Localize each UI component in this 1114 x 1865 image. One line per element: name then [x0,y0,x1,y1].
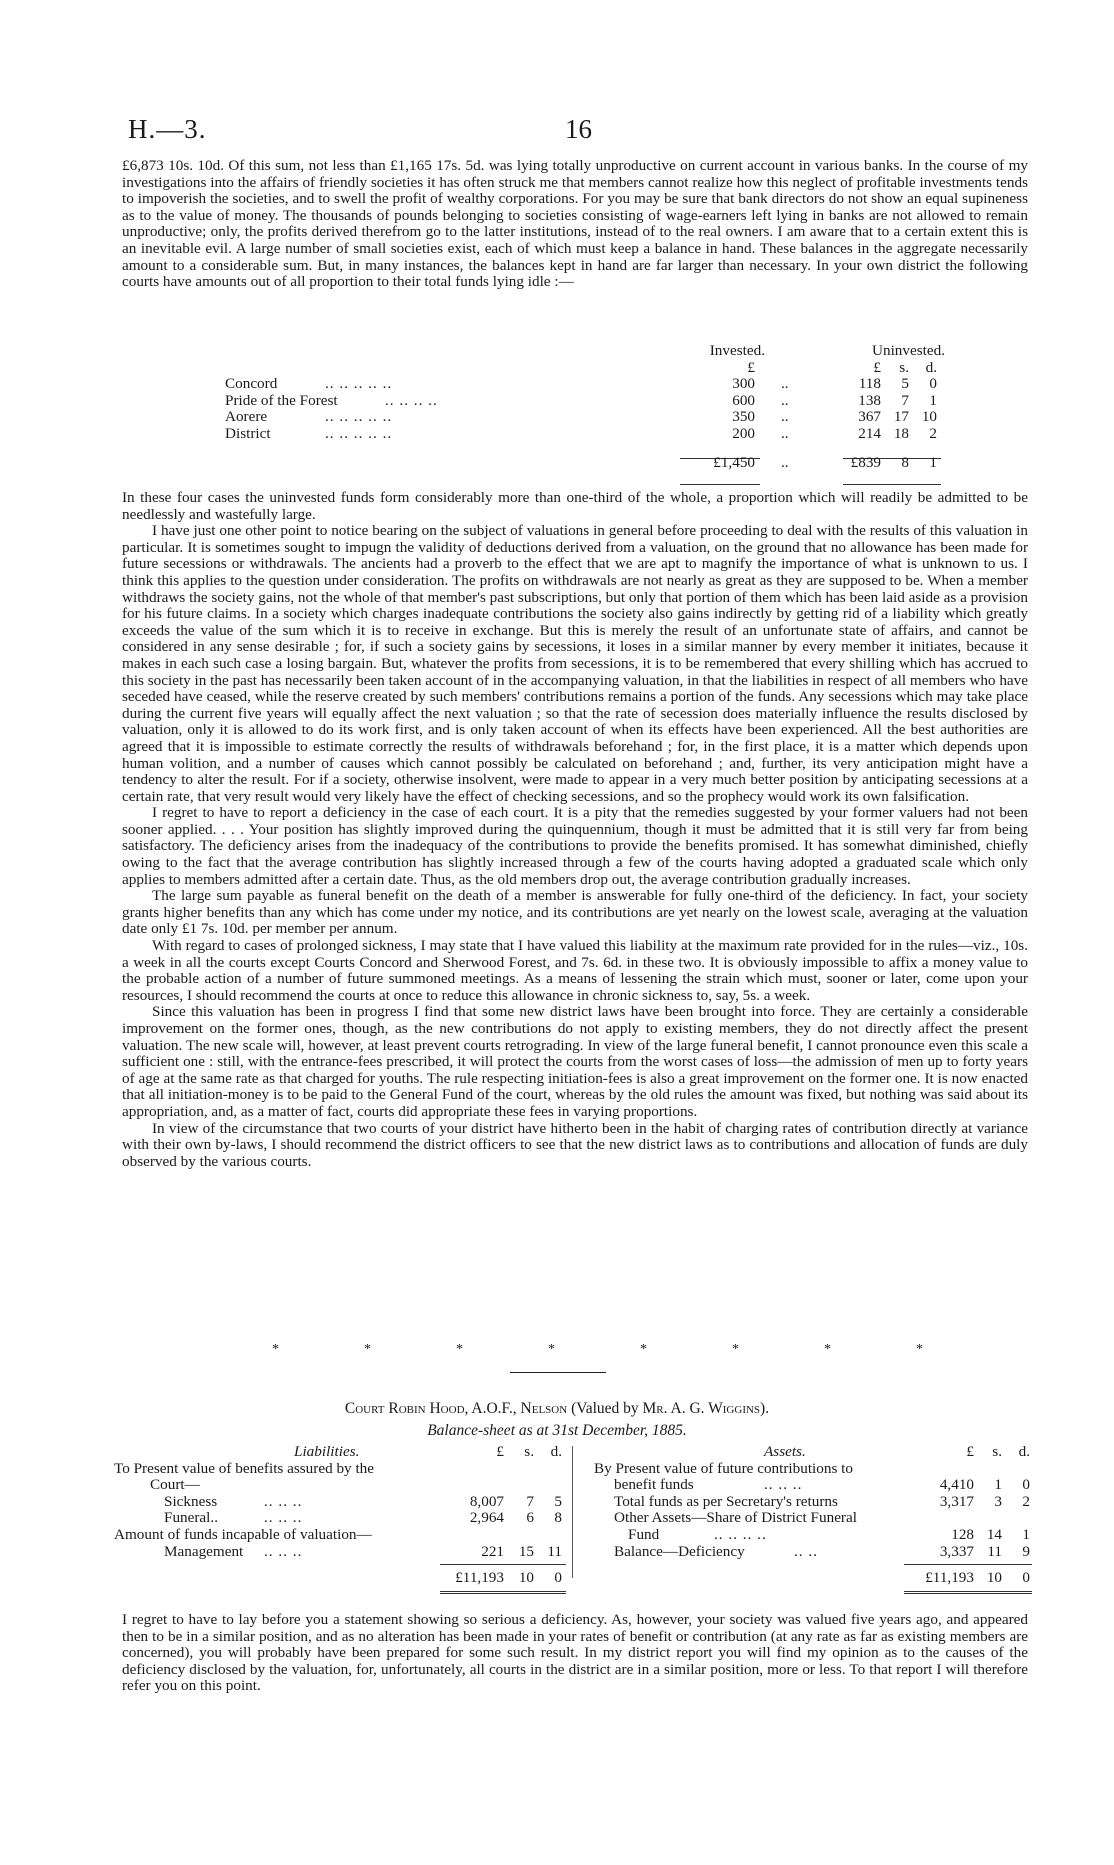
unit-pounds: £ [873,358,881,376]
court-heading-text: (Valued by [567,1400,643,1417]
star: * [640,1342,647,1357]
court-name: Aorere [225,408,268,426]
assets-total-shillings: 10 [986,1568,1002,1586]
asset-label: Fund [628,1525,660,1543]
invested-amount: 600 [732,391,755,409]
court-heading [0,1400,1114,1418]
liability-label: To Present value of benefits assured by the [114,1459,375,1477]
asset-shillings: 14 [986,1525,1002,1543]
liability-pence: 5 [554,1492,562,1510]
liability-label: Court— [150,1476,200,1494]
star: * [456,1342,463,1357]
leaders: .. [781,375,789,393]
leaders: .. .. .. [264,1492,303,1510]
balance-row [114,1494,1034,1511]
invested-amount: 350 [732,408,755,426]
asset-pounds: 128 [951,1525,974,1543]
uninvested-pounds: 367 [858,408,881,426]
section-break-stars [0,1342,1114,1358]
leaders: .. [781,453,789,471]
balance-row [114,1510,1034,1527]
total-uninvested-shillings: 8 [901,453,909,471]
rule [680,484,760,485]
balance-row [114,1461,1034,1478]
balance-row [114,1544,1034,1561]
court-name: Pride of the Forest [225,391,338,409]
table-row [225,376,945,393]
table-row [225,409,945,426]
col-pounds: £ [496,1443,504,1460]
intro-paragraph [122,158,1028,291]
paragraph: In these four cases the uninvested funds form considerably more than one-third of the whole, a proportion which will readily be admitted to be needlessly and wastefully large. [122,489,1028,523]
liability-pounds: 221 [481,1542,504,1560]
liabilities-total-shillings: 10 [518,1568,534,1586]
liabilities-total-pence: 0 [554,1568,562,1586]
balance-sheet-subtitle: Balance-sheet as at 31st December, 1885. [427,1422,687,1439]
liability-shillings: 15 [518,1542,534,1560]
liability-pounds: 2,964 [469,1509,504,1527]
rule [440,1564,566,1565]
asset-pounds: 3,337 [939,1542,974,1560]
court-name: District [225,424,271,442]
invested-amount: 300 [732,375,755,393]
balance-sheet [114,1444,1034,1594]
col-pounds: £ [966,1443,974,1460]
asset-label: Other Assets—Share of District Funeral [614,1509,857,1527]
paragraph: Since this valuation has been in progress I find that some new district laws have been brought into force. They are certainly a considerable improvement on the former ones, though, as the new contributions do not apply to existing members, they do not directly affect the present valuation. The new scale will, however, at least prevent courts retrograding. In view of the large funeral benefit, I cannot pronounce even this scale a sufficient one : still, with the entrance-fees prescribed, it will protect the courts from the worst cases of loss—the admission of men up to forty years of age at the same rate as that charged for youths. The rule respecting initiation-fees is also a great improvement on the former one. It is now enacted that all initiation-money is to be paid to the General Fund of the court, whereas by the old rules the amount was fixed, but nothing was said about its appropriation, and, as a matter of fact, courts did appropriate these fees in varying proportions. [122,1003,1028,1120]
paragraph: I regret to have to report a deficiency in the case of each court. It is a pity that the remedies suggested by your former valuers had not been sooner applied. . . . Your position has slightly improved during the quinquennium, though it must be admitted that it is still very far from being satisfactory. The deficiency arises from the inadequacy of the contributions to provide the benefits promised. It has somewhat diminished, chiefly owing to the fact that the average contribution has slightly increased through a few of the courts having adopted a graduated scale which only applies to members admitted after a certain date. Thus, as the old members drop out, the average contribution gradually increases. [122,804,1028,888]
table-row [225,426,945,443]
paragraph: I have just one other point to notice bearing on the subject of valuations in general before proceeding to deal with the results of this valuation in particular. It is sometimes sought to impugn the validity of deductions derived from a valuation, on the ground that no allowance has been made for future secessions or withdrawals. The ancients had a proverb to the effect that we are apt to magnify the importance of what is unknown to us. I think this applies to the question under consideration. The profits on withdrawals are not nearly as great as they are supposed to be. When a member withdraws the society gains, not the whole of that member's past subscriptions, but only that portion of them which has been laid aside as a provision for his future claims. In a society which charges inadequate contributions the society also gains indirectly by getting rid of a liability which greatly exceeds the value of the sum which it is to receive in exchange. But this is merely the result of an unfortunate state of affairs, and cannot be considered in any sense desirable ; for, if such a society gains by secessions, it loses in a similar manner by every member it initiates, because it makes in each such case a losing bargain. But, whatever the profits from secessions, it is to be remembered that every shilling which has accrued to this society in the past has necessarily been taken account of in the accompanying valuation, in that the liabilities in respect of all members who have seceded have ceased, while the reserve created by such members' contributions remains a portion of the funds. Any secessions which may take place during the current five years will equally affect the next valuation ; so that the rate of secession does materially influence the results disclosed by valuation, only it is allowed to do its work first, and is only taken account of when its effects have been experienced. All the best authorities are agreed that it is impossible to estimate correctly the results of withdrawals beforehand ; for, in the first place, it is a matter which depends upon human volition, and a number of causes which cannot possibly be calculated on beforehand ; and, further, its very anticipation might have a tendency to alter the result. For if a society, otherwise insolvent, were made to appear in a very much better position by anticipating secessions at a certain rate, that very result would very likely have the effect of checking secessions, and so the prophecy would work its own falsification. [122,522,1028,805]
leaders: .. .. .. [764,1476,803,1494]
assets-header: Assets. [764,1443,806,1460]
uninvested-funds-table [225,343,945,471]
asset-pounds: 4,410 [939,1476,974,1494]
total-invested: £1,450 [713,453,755,471]
unit-pence: d. [925,358,937,376]
unit-shillings: s. [899,358,909,376]
uninvested-pounds: 214 [858,424,881,442]
header-uninvested: Uninvested. [872,342,945,359]
asset-label: Balance—Deficiency [614,1542,745,1560]
asset-pence: 1 [1022,1525,1030,1543]
court-heading-end: ). [760,1400,770,1417]
asset-shillings: 3 [994,1492,1002,1510]
asset-label: Total funds as per Secretary's returns [614,1492,838,1510]
rule [904,1564,1032,1565]
court-name: Court Robin Hood, A.O.F., Nelson [344,1400,568,1417]
asset-pounds: 3,317 [939,1492,974,1510]
liability-label: Funeral.. [164,1509,218,1527]
paragraph: With regard to cases of prolonged sickness, I may state that I have valued this liability at the maximum rate provided for in the rules—viz., 10s. a week in all the courts except Courts Concord and Sherwood Forest, and 7s. 6d. in these two. It is obviously impossible to affix a money value to the probable action of a number of future summoned meetings. As a means of lessening the strain which must, sooner or later, come upon your resources, I should recommend the courts at once to reduce this allowance in chronic sickness to, say, 5s. a week. [122,937,1028,1004]
assets-total-pounds: £11,193 [925,1568,974,1586]
uninvested-pence: 2 [929,424,937,442]
leaders: .. [781,424,789,442]
balance-row [114,1477,1034,1494]
main-text [122,490,1028,1170]
asset-pence: 2 [1022,1492,1030,1510]
col-shillings: s. [524,1443,534,1460]
star: * [732,1342,739,1357]
liability-label: Amount of funds incapable of valuation— [114,1525,372,1543]
paragraph: In view of the circumstance that two courts of your district have hitherto been in the habit of charging rates of contribution directly at variance with their own by-laws, I should recommend the district officers to see that the new district laws as to contributions and allocation of funds are duly observed by the various courts. [122,1119,1028,1170]
asset-shillings: 11 [987,1542,1002,1560]
paragraph: £6,873 10s. 10d. Of this sum, not less than £1,165 17s. 5d. was lying totally unproductive on current account in various banks. In the course of my investigations into the affairs of friendly societies it has often struck me that members cannot realize how this neglect of profitable investments tends to impoverish the societies, and to swell the profit of wealthy corporations. For you may be sure that bank directors do not show an equal supineness as to the value of money. The thousands of pounds belonging to societies consisting of wage-earners left lying in banks are not allowed to remain unproductive; only, the profits derived therefrom go to the latter institutions, instead of to the real owners. I am aware that to a certain extent this is an inevitable evil. A large number of small societies exist, each of which must keep a balance in hand. These balances in the aggregate necessarily amount to a considerable sum. But, in many instances, the balances kept in hand are far larger than necessary. In your own district the following courts have amounts out of all proportion to their total funds lying idle :— [122,157,1028,291]
uninvested-pence: 10 [921,408,937,426]
liability-pounds: 8,007 [469,1492,504,1510]
table-row [225,393,945,410]
col-shillings: s. [992,1443,1002,1460]
parliamentary-paper-ref: H.—3. [128,114,207,144]
total-uninvested-pounds: £839 [850,453,881,471]
liability-pence: 8 [554,1509,562,1527]
leaders: .. .. .. .. .. [325,424,393,442]
asset-shillings: 1 [994,1476,1002,1494]
paragraph: The large sum payable as funeral benefit on the death of a member is answerable for fully one-third of the deficiency. In fact, your society grants higher benefits than any which has come under my notice, and its contributions are yet nearly on the lowest scale, averaging at the valuation date only £1 7s. 10d. per member per annum. [122,887,1028,938]
leaders: .. [781,391,789,409]
balance-row [114,1527,1034,1544]
liability-pence: 11 [547,1542,562,1560]
asset-label: By Present value of future contributions to [594,1459,853,1477]
divider [510,1372,606,1373]
star: * [824,1342,831,1357]
liability-shillings: 7 [526,1492,534,1510]
liabilities-total-pounds: £11,193 [455,1568,504,1586]
uninvested-pence: 1 [929,391,937,409]
liability-label: Management [164,1542,244,1560]
star: * [548,1342,555,1357]
unit-invested: £ [747,358,755,376]
asset-label: benefit funds [614,1476,694,1494]
uninvested-shillings: 18 [893,424,909,442]
leaders: .. .. .. [264,1509,303,1527]
uninvested-shillings: 5 [901,375,909,393]
leaders: .. [781,408,789,426]
liability-shillings: 6 [526,1509,534,1527]
uninvested-shillings: 17 [893,408,909,426]
asset-pence: 9 [1022,1542,1030,1560]
leaders: .. .. .. .. [714,1525,767,1543]
uninvested-shillings: 7 [901,391,909,409]
closing-paragraph [122,1612,1028,1695]
asset-pence: 0 [1022,1476,1030,1494]
rule [843,484,941,485]
col-pence: d. [550,1443,562,1460]
leaders: .. .. .. [264,1542,303,1560]
page-number: 16 [565,114,592,144]
leaders: .. .. .. .. [385,391,438,409]
uninvested-pounds: 138 [858,391,881,409]
total-uninvested-pence: 1 [929,453,937,471]
double-rule [440,1591,566,1594]
leaders: .. .. .. .. .. [325,408,393,426]
header-invested: Invested. [709,342,765,359]
liabilities-header: Liabilities. [294,1443,360,1460]
star: * [272,1342,279,1357]
assets-total-pence: 0 [1022,1568,1030,1586]
star: * [916,1342,923,1357]
double-rule [904,1591,1032,1594]
court-name: Concord [225,375,278,393]
uninvested-pounds: 118 [858,375,881,393]
uninvested-pence: 0 [929,375,937,393]
star: * [364,1342,371,1357]
paragraph: I regret to have to lay before you a statement showing so serious a deficiency. As, however, your society was valued five years ago, and appeared then to be in a similar position, and as no alteration has been made in your rates of benefit or contribution (at any rate as far as existing members are concerned), you will probably have been prepared for some such result. In my district report you will find my opinion as to the causes of the deficiency disclosed by the valuation, for, unfortunately, all courts in the district are in a similar position, more or less. To that report I will therefore refer you on this point. [122,1611,1028,1695]
invested-amount: 200 [732,424,755,442]
col-pence: d. [1018,1443,1030,1460]
liability-label: Sickness [164,1492,218,1510]
valuer-name: Mr. A. G. Wiggins [642,1400,761,1417]
leaders: .. .. [794,1542,818,1560]
leaders: .. .. .. .. .. [325,375,393,393]
